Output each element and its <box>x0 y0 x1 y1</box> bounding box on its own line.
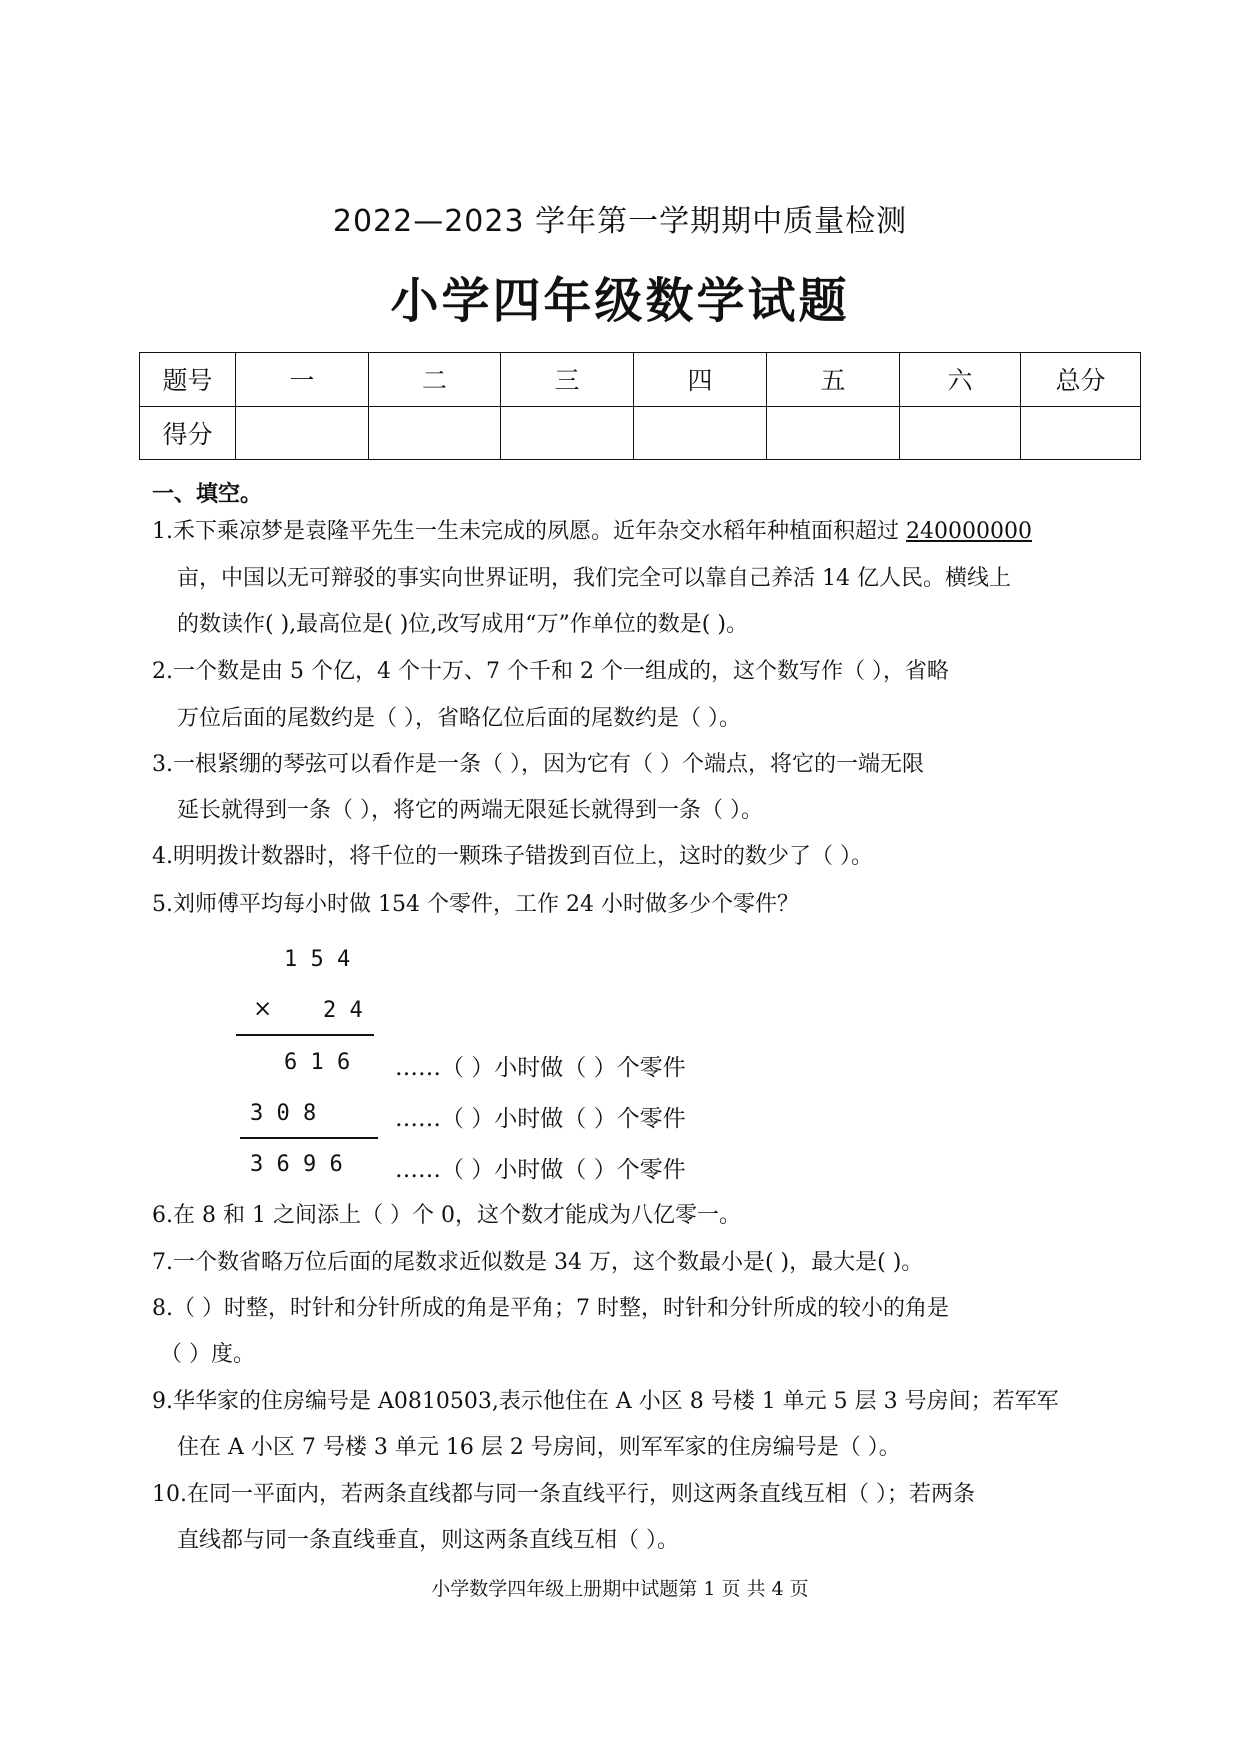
calc-partial-product-2: 3 0 8 <box>250 1101 317 1126</box>
column-header: 六 <box>900 353 1021 407</box>
section-heading: 一、填空。 <box>152 482 263 507</box>
score-table <box>139 352 1141 460</box>
question-9-line-1: 9.华华家的住房编号是 A0810503,表示他住在 A 小区 8 号楼 1 单元 5 层 3 号房间；若军军 <box>152 1389 1059 1414</box>
calc-divider-line <box>240 1137 378 1139</box>
question-1-line-1 <box>152 518 1032 546</box>
page-footer: 小学数学四年级上册期中试题第 1 页 共 4 页 <box>431 1578 809 1600</box>
question-3-line-2: 延长就得到一条（ ），将它的两端无限延长就得到一条（ ）。 <box>177 798 763 823</box>
row-label-score: 得分 <box>140 406 236 460</box>
score-cell[interactable] <box>501 406 634 460</box>
calc-fill-row-2: ……（ ）小时做（ ）个零件 <box>395 1106 686 1132</box>
calc-multiplicand: 1 5 4 <box>284 947 351 972</box>
calc-result: 3 6 9 6 <box>250 1152 343 1177</box>
row-label-question-number: 题号 <box>140 353 236 407</box>
column-header: 五 <box>767 353 900 407</box>
question-7: 7.一个数省略万位后面的尾数求近似数是 34 万，这个数最小是( )，最大是( )。 <box>152 1250 924 1275</box>
exam-title: 小学四年级数学试题 <box>390 273 850 329</box>
score-table-header-row <box>140 353 1141 407</box>
calc-fill-row-3: ……（ ）小时做（ ）个零件 <box>395 1157 686 1183</box>
calc-multiplier: 2 4 <box>323 998 363 1023</box>
score-cell[interactable] <box>369 406 501 460</box>
score-cell[interactable] <box>900 406 1021 460</box>
score-cell[interactable] <box>767 406 900 460</box>
question-8-line-1: 8.（ ）时整，时针和分针所成的角是平角；7 时整，时针和分针所成的较小的角是 <box>152 1296 949 1321</box>
question-2-line-2: 万位后面的尾数约是（ ），省略亿位后面的尾数约是（ ）。 <box>177 706 741 731</box>
column-header: 四 <box>634 353 767 407</box>
column-header: 一 <box>236 353 369 407</box>
column-header: 二 <box>369 353 501 407</box>
question-1-text: 1.禾下乘凉梦是袁隆平先生一生未完成的夙愿。近年杂交水稻年种植面积超过 <box>152 519 906 544</box>
question-1-line-3: 的数读作( ),最高位是( )位,改写成用“万”作单位的数是( )。 <box>177 612 748 637</box>
score-cell[interactable] <box>1021 406 1141 460</box>
score-table-score-row <box>140 406 1141 460</box>
calc-fill-row-1: ……（ ）小时做（ ）个零件 <box>395 1055 686 1081</box>
question-2-line-1: 2.一个数是由 5 个亿，4 个十万、7 个千和 2 个一组成的，这个数写作（ ），省略 <box>152 659 949 684</box>
column-header: 三 <box>501 353 634 407</box>
question-5: 5.刘师傅平均每小时做 154 个零件，工作 24 小时做多少个零件？ <box>152 892 799 917</box>
question-10-line-1: 10.在同一平面内，若两条直线都与同一条直线平行，则这两条直线互相（ ）；若两条 <box>152 1482 975 1507</box>
calc-partial-product-1: 6 1 6 <box>284 1050 351 1075</box>
column-header: 总分 <box>1021 353 1141 407</box>
question-1-line-2: 亩，中国以无可辩驳的事实向世界证明，我们完全可以靠自己养活 14 亿人民。横线上 <box>177 566 1011 591</box>
question-10-line-2: 直线都与同一条直线垂直，则这两条直线互相（ ）。 <box>177 1528 679 1553</box>
score-cell[interactable] <box>634 406 767 460</box>
exam-subtitle: 2022—2023 学年第一学期期中质量检测 <box>332 204 908 239</box>
question-4: 4.明明拨计数器时，将千位的一颗珠子错拨到百位上，这时的数少了（ ）。 <box>152 844 873 869</box>
calc-times-sign: × <box>253 996 273 1022</box>
question-6: 6.在 8 和 1 之间添上（ ）个 0，这个数才能成为八亿零一。 <box>152 1203 741 1228</box>
underlined-number: 240000000 <box>906 519 1032 544</box>
score-cell[interactable] <box>236 406 369 460</box>
question-9-line-2: 住在 A 小区 7 号楼 3 单元 16 层 2 号房间，则军军家的住房编号是（ ）。 <box>177 1435 901 1460</box>
calc-divider-line <box>236 1034 374 1036</box>
question-8-line-2: （ ）度。 <box>160 1342 255 1367</box>
question-3-line-1: 3.一根紧绷的琴弦可以看作是一条（ ），因为它有（ ）个端点，将它的一端无限 <box>152 752 924 777</box>
